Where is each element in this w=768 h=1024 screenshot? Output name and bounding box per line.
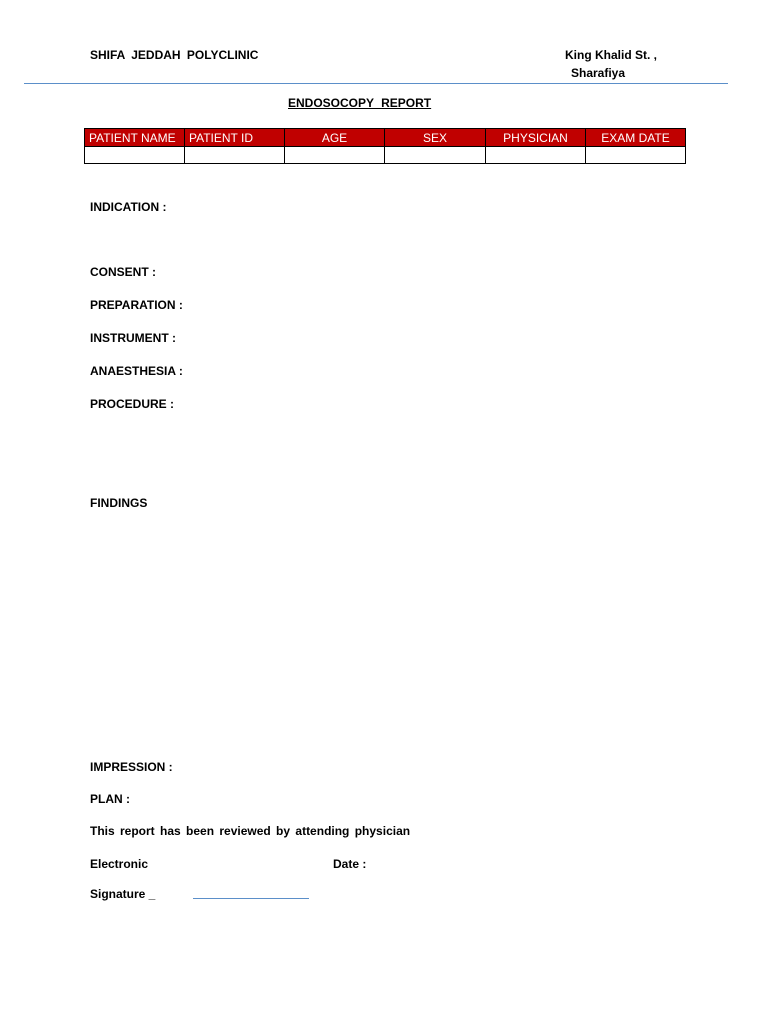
indication-label: INDICATION : — [90, 200, 167, 214]
column-header-patient-id: PATIENT ID — [185, 129, 285, 147]
date-label: Date : — [333, 857, 367, 871]
findings-label: FINDINGS — [90, 496, 148, 510]
electronic-label: Electronic — [90, 857, 149, 871]
cell-age[interactable] — [285, 147, 385, 164]
procedure-label: PROCEDURE : — [90, 397, 175, 411]
preparation-label: PREPARATION : — [90, 298, 183, 312]
anaesthesia-label: ANAESTHESIA : — [90, 364, 183, 378]
clinic-name: SHIFA JEDDAH POLYCLINIC — [90, 48, 259, 62]
signature-line — [193, 898, 309, 899]
column-header-age: AGE — [285, 129, 385, 147]
patient-info-table — [84, 128, 686, 164]
column-header-patient-name: PATIENT NAME — [85, 129, 185, 147]
cell-patient-id[interactable] — [185, 147, 285, 164]
header-divider — [24, 83, 728, 84]
column-header-physician: PHYSICIAN — [486, 129, 586, 147]
address-line-1: King Khalid St. , — [565, 48, 657, 62]
cell-patient-name[interactable] — [85, 147, 185, 164]
address-line-2: Sharafiya — [571, 66, 626, 80]
column-header-sex: SEX — [385, 129, 486, 147]
consent-label: CONSENT : — [90, 265, 156, 279]
signature-label: Signature _ — [90, 887, 156, 901]
impression-label: IMPRESSION : — [90, 760, 173, 774]
report-title: ENDOSOCOPY REPORT — [288, 96, 432, 110]
review-note: This report has been reviewed by attending physician — [90, 824, 411, 838]
plan-label: PLAN : — [90, 792, 130, 806]
cell-physician[interactable] — [486, 147, 586, 164]
cell-exam-date[interactable] — [586, 147, 686, 164]
table-header-row — [85, 129, 686, 147]
table-row — [85, 147, 686, 164]
instrument-label: INSTRUMENT : — [90, 331, 176, 345]
cell-sex[interactable] — [385, 147, 486, 164]
column-header-exam-date: EXAM DATE — [586, 129, 686, 147]
